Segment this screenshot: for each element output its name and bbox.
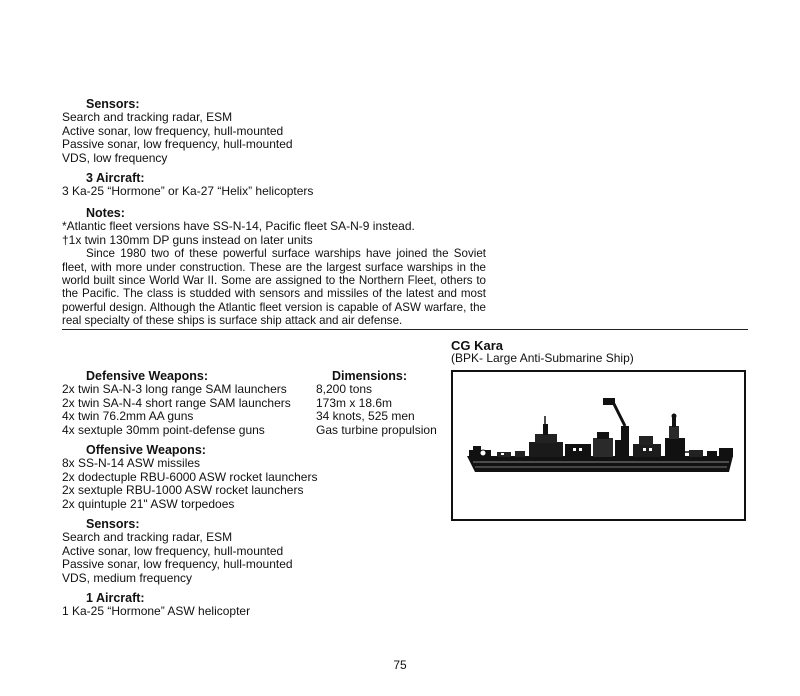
- kara-dimensions-heading: Dimensions:: [332, 369, 408, 383]
- kara-title: CG Kara: [451, 338, 504, 353]
- kara-offensive-section: [62, 444, 317, 511]
- kara-dimensions-line: 173m x 18.6m: [316, 395, 393, 410]
- top-notes-line: *Atlantic fleet versions have SS-N-14, Pacific fleet SA-N-9 instead.: [62, 219, 415, 234]
- kara-defensive-section: [62, 370, 291, 437]
- kara-aircraft-section: [62, 592, 250, 619]
- kara-aircraft-heading: 1 Aircraft:: [86, 591, 145, 605]
- kara-offensive-line: 2x dodectuple RBU-6000 ASW rocket launchers: [62, 469, 318, 484]
- kara-defensive-line: 4x sextuple 30mm point-defense guns: [62, 422, 265, 437]
- top-aircraft-heading: 3 Aircraft:: [86, 171, 145, 185]
- page-number: 75: [393, 658, 407, 672]
- top-sensors-line: Passive sonar, low frequency, hull-mounted: [62, 137, 293, 152]
- kara-sensors-heading: Sensors:: [86, 517, 140, 531]
- top-notes-heading: Notes:: [86, 206, 125, 220]
- kara-offensive-heading: Offensive Weapons:: [86, 443, 206, 457]
- kara-defensive-line: 2x twin SA-N-3 long range SAM launchers: [62, 382, 287, 397]
- kara-defensive-heading: Defensive Weapons:: [86, 369, 209, 383]
- top-sensors-heading: Sensors:: [86, 97, 140, 111]
- kara-sensors-line: VDS, medium frequency: [62, 570, 193, 585]
- kara-title-block: [451, 339, 634, 366]
- kara-defensive-line: 2x twin SA-N-4 short range SAM launchers: [62, 395, 291, 410]
- top-sensors-line: Active sonar, low frequency, hull-mounted: [62, 123, 284, 138]
- kara-subtitle: (BPK- Large Anti-Submarine Ship): [451, 351, 634, 366]
- kara-sensors-line: Passive sonar, low frequency, hull-mounted: [62, 557, 293, 572]
- kara-offensive-line: 8x SS-N-14 ASW missiles: [62, 456, 201, 471]
- kara-sensors-section: [62, 518, 293, 585]
- kara-offensive-line: 2x quintuple 21" ASW torpedoes: [62, 496, 235, 511]
- top-notes-section: [62, 207, 486, 328]
- top-notes-line: †1x twin 130mm DP guns instead on later units: [62, 232, 313, 247]
- top-sensors-section: [62, 98, 293, 165]
- top-notes-paragraph: Since 1980 two of these powerful surface warships have joined the Soviet fleet, with more under construction. These are the largest surface warships in the world built since World War II. Some are assigned to the Northern Fleet, others to the Pacific. The class is studded with sensors and missiles of the latest and most powerful design. Although the Atlantic fleet version is capable of ASW warfare, the real specialty of these ships is surface ship attack and air defense.: [62, 247, 486, 328]
- kara-defensive-line: 4x twin 76.2mm AA guns: [62, 409, 194, 424]
- section-divider: [62, 329, 748, 330]
- top-sensors-line: Search and tracking radar, ESM: [62, 110, 233, 125]
- kara-aircraft-line: 1 Ka-25 “Hormone” ASW helicopter: [62, 604, 251, 619]
- ship-illustration-frame: [451, 370, 746, 521]
- kara-dimensions-section: [316, 370, 437, 437]
- top-aircraft-line: 3 Ka-25 “Hormone” or Ka-27 “Helix” helicopters: [62, 184, 314, 199]
- top-sensors-line: VDS, low frequency: [62, 150, 168, 165]
- kara-dimensions-line: Gas turbine propulsion: [316, 422, 437, 437]
- top-aircraft-section: [62, 172, 313, 199]
- kara-ship-silhouette: [453, 372, 744, 519]
- kara-offensive-line: 2x sextuple RBU-1000 ASW rocket launchers: [62, 483, 304, 498]
- kara-sensors-line: Search and tracking radar, ESM: [62, 530, 233, 545]
- kara-dimensions-line: 34 knots, 525 men: [316, 409, 415, 424]
- kara-dimensions-line: 8,200 tons: [316, 382, 373, 397]
- kara-sensors-line: Active sonar, low frequency, hull-mounted: [62, 543, 284, 558]
